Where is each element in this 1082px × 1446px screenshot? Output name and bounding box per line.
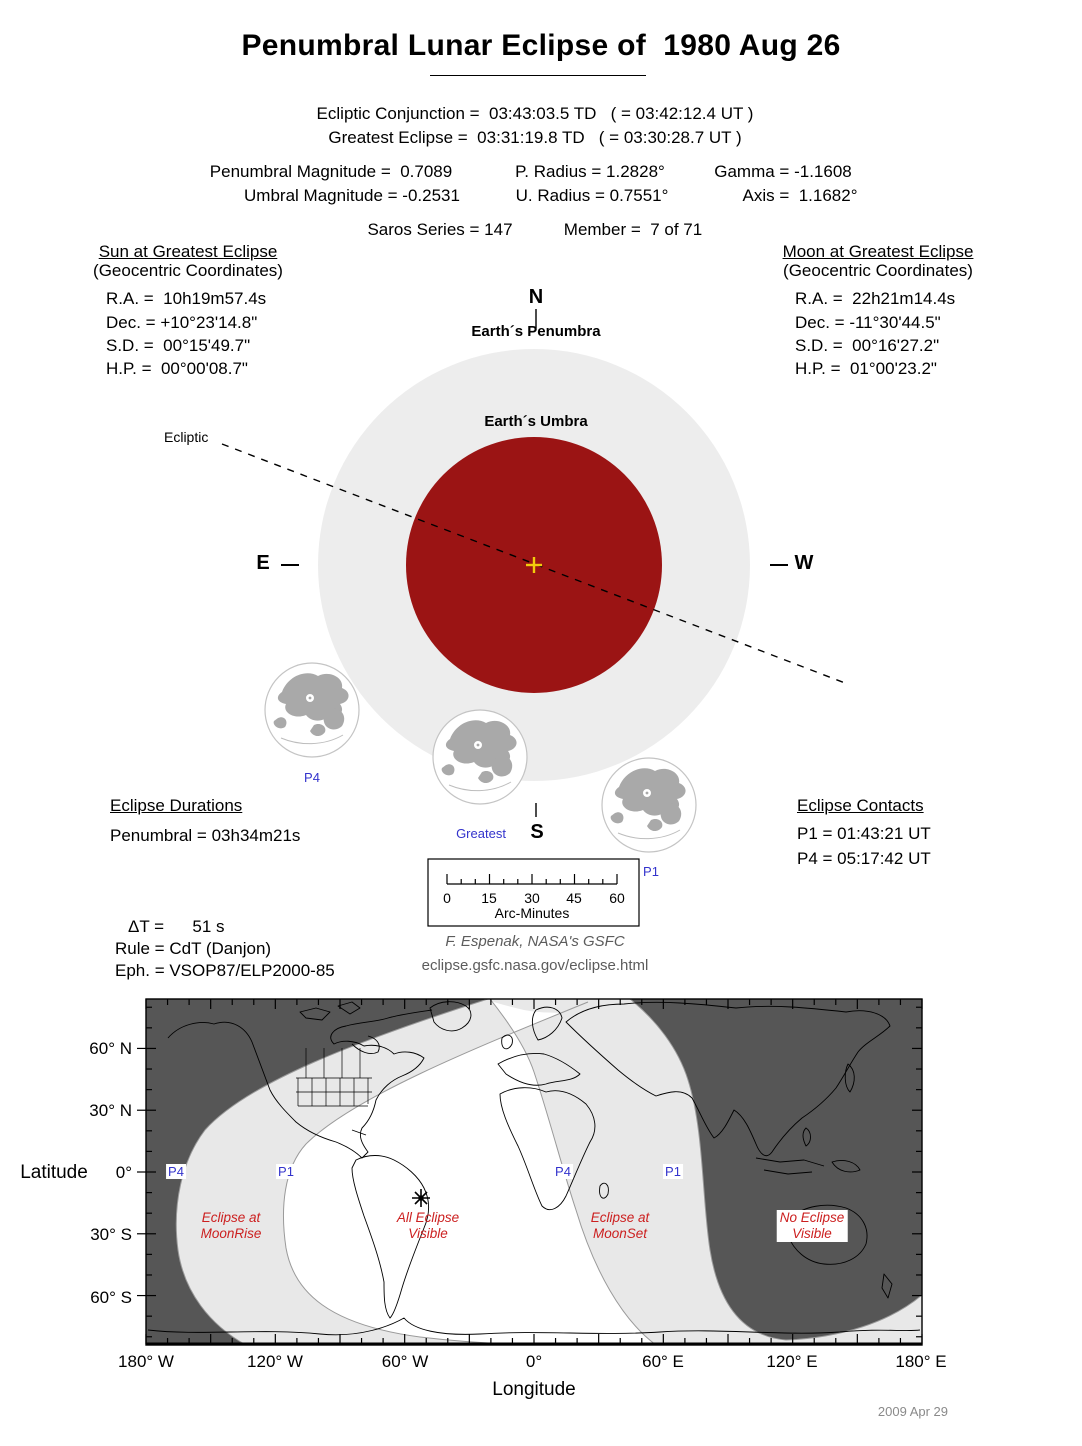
no-eclipse-visible-label [777, 1210, 848, 1242]
saros-series: Saros Series = 147 [367, 220, 513, 239]
ecliptic-conjunction-line: Ecliptic Conjunction = 03:43:03.5 TD ( = 03:42:12.4 UT ) [316, 104, 754, 123]
lon-120w: 120° W [247, 1352, 303, 1371]
moon-hp: H.P. = 01°00'23.2" [795, 359, 937, 378]
lon-120e: 120° E [766, 1352, 818, 1371]
scale-tick-15: 15 [481, 890, 497, 906]
axis: Axis = 1.1682° [742, 186, 858, 205]
map-p4-rise-label: P4 [168, 1164, 184, 1179]
sun-subheading: (Geocentric Coordinates) [93, 261, 283, 280]
greatest-eclipse-line: Greatest Eclipse = 03:31:19.8 TD ( = 03:30:28.7 UT ) [328, 128, 742, 147]
moon-sd: S.D. = 00°16'27.2" [795, 336, 940, 355]
moon-at-p1 [602, 758, 696, 852]
east-label: E [256, 552, 270, 574]
ecliptic-label: Ecliptic [164, 429, 209, 445]
title-underline [430, 75, 646, 76]
credit-author: F. Espenak, NASA's GSFC [445, 933, 625, 950]
lat-30s: 30° S [90, 1225, 132, 1244]
p4-contact-label: P4 [304, 770, 320, 785]
lon-60e: 60° E [642, 1352, 684, 1371]
all-eclipse-visible-label [397, 1210, 459, 1242]
moonset-line2: MoonSet [592, 1226, 648, 1241]
delta-t: ΔT = 51 s [128, 917, 225, 936]
p-radius: P. Radius = 1.2828° [515, 162, 665, 181]
north-label: N [528, 286, 544, 308]
ephemeris: Eph. = VSOP87/ELP2000-85 [115, 961, 335, 980]
longitude-axis-label: Longitude [492, 1379, 576, 1400]
lat-60s: 60° S [90, 1288, 132, 1307]
p1-contact-label: P1 [643, 864, 659, 879]
west-label: W [794, 552, 814, 574]
u-radius: U. Radius = 0.7551° [515, 186, 669, 205]
moon-heading: Moon at Greatest Eclipse [782, 242, 974, 261]
eclipse-at-moonset-label [591, 1210, 650, 1242]
penumbral-duration: Penumbral = 03h34m21s [110, 826, 301, 845]
lon-180w: 180° W [118, 1352, 174, 1371]
lon-60w: 60° W [381, 1352, 429, 1371]
lat-30n: 30° N [89, 1101, 132, 1120]
sun-ra: R.A. = 10h19m57.4s [106, 289, 267, 308]
moon-at-greatest [433, 710, 527, 804]
no-eclipse-line2: Visible [792, 1226, 832, 1241]
map-p4-set-label: P4 [555, 1164, 571, 1179]
moonrise-line2: MoonRise [200, 1226, 262, 1241]
saros-member: Member = 7 of 71 [563, 220, 703, 239]
map-p1-set-label: P1 [665, 1164, 681, 1179]
page-title: Penumbral Lunar Eclipse of 1980 Aug 26 [241, 29, 841, 62]
lat-0: 0° [115, 1163, 132, 1182]
greatest-contact-label: Greatest [456, 826, 506, 841]
moon-dec: Dec. = -11°30'44.5" [795, 313, 941, 332]
sun-dec: Dec. = +10°23'14.8" [106, 313, 258, 332]
umbral-magnitude: Umbral Magnitude = -0.2531 [244, 186, 460, 205]
eclipse-at-moonrise-label [201, 1210, 262, 1242]
all-visible-line2: Visible [408, 1226, 448, 1241]
umbra-label: Earth´s Umbra [484, 413, 588, 430]
durations-heading: Eclipse Durations [110, 796, 243, 815]
scale-tick-45: 45 [566, 890, 582, 906]
scale-tick-30: 30 [524, 890, 540, 906]
scale-tick-0: 0 [443, 890, 451, 906]
gamma: Gamma = -1.1608 [714, 162, 852, 181]
moon-ra: R.A. = 22h21m14.4s [795, 289, 956, 308]
moon-at-p4 [265, 663, 359, 757]
scale-tick-60: 60 [609, 890, 625, 906]
contact-p4: P4 = 05:17:42 UT [797, 849, 931, 868]
latitude-axis-label: Latitude [20, 1162, 88, 1183]
generation-date: 2009 Apr 29 [877, 1404, 948, 1419]
moonrise-line1: Eclipse at [201, 1210, 261, 1225]
contact-p1: P1 = 01:43:21 UT [797, 824, 931, 843]
lon-0: 0° [525, 1352, 543, 1371]
visibility-map [146, 999, 922, 1345]
penumbra-label: Earth´s Penumbra [471, 323, 601, 340]
rule: Rule = CdT (Danjon) [115, 939, 272, 958]
scale-label: Arc-Minutes [494, 905, 570, 921]
moon-subheading: (Geocentric Coordinates) [783, 261, 973, 280]
map-p1-rise-label: P1 [278, 1164, 294, 1179]
moonset-line1: Eclipse at [590, 1210, 650, 1225]
south-label: S [530, 821, 544, 843]
credit-url: eclipse.gsfc.nasa.gov/eclipse.html [421, 957, 649, 974]
no-eclipse-line1: No Eclipse [779, 1210, 845, 1225]
lon-180e: 180° E [895, 1352, 947, 1371]
penumbral-magnitude: Penumbral Magnitude = 0.7089 [209, 162, 453, 181]
sun-sd: S.D. = 00°15'49.7" [106, 336, 251, 355]
sun-hp: H.P. = 00°00'08.7" [106, 359, 248, 378]
contacts-heading: Eclipse Contacts [797, 796, 924, 815]
lat-60n: 60° N [89, 1039, 132, 1058]
sun-heading: Sun at Greatest Eclipse [98, 242, 278, 261]
all-visible-line1: All Eclipse [396, 1210, 460, 1225]
